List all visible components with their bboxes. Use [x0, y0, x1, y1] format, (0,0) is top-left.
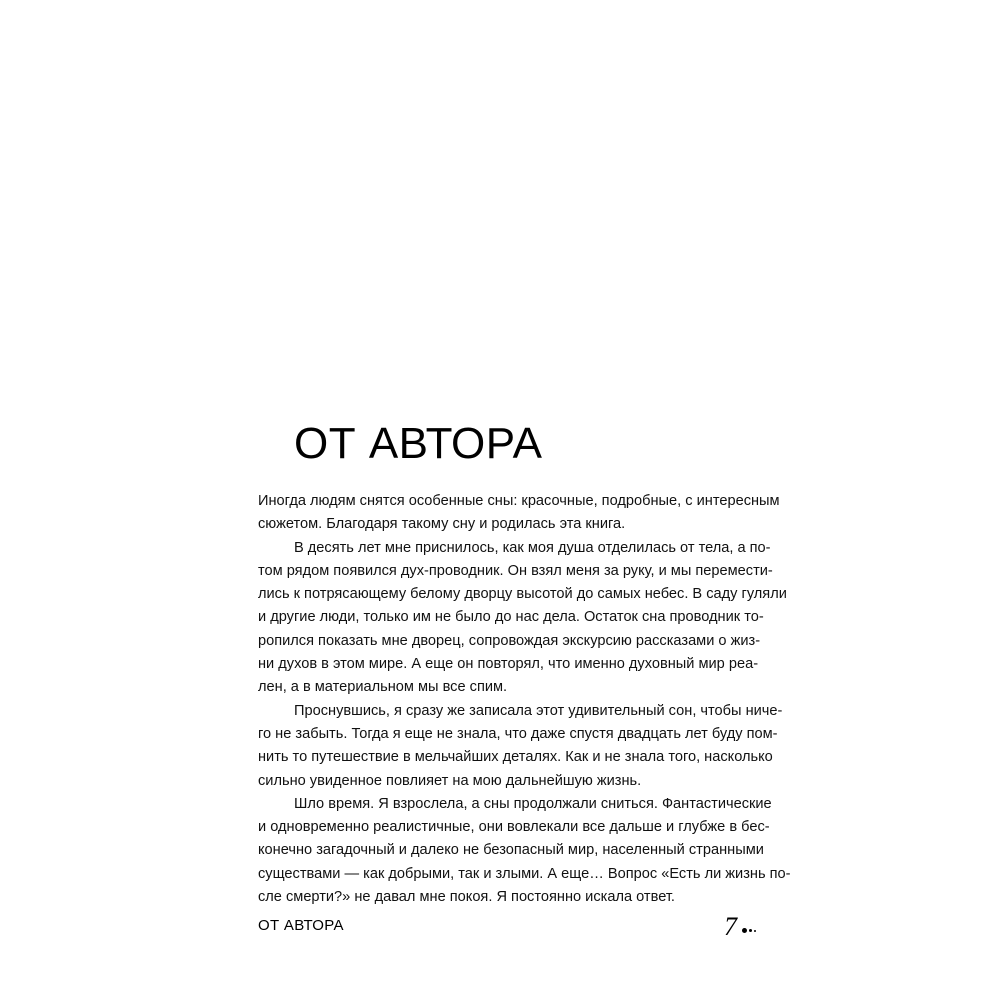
dots-ornament-icon: [742, 928, 760, 934]
text-line: и одновременно реалистичные, они вовлекали все дальше и глубже в бес-: [258, 819, 770, 836]
text-line: том рядом появился дух-проводник. Он взял меня за руку, и мы перемести-: [258, 562, 773, 579]
text-line: и другие люди, только им не было до нас дела. Остаток сна проводник то-: [258, 609, 764, 626]
text-line: сле смерти?» не давал мне покоя. Я постоянно искала ответ.: [258, 889, 675, 906]
text-line: сюжетом. Благодаря такому сну и родилась эта книга.: [258, 516, 626, 533]
text-line: В десять лет мне приснилось, как моя душа отделилась от тела, а по-: [294, 539, 771, 556]
text-line: го не забыть. Тогда я еще не знала, что даже спустя двадцать лет буду пом-: [258, 725, 778, 742]
text-line: существами — как добрыми, так и злыми. А еще… Вопрос «Есть ли жизнь по-: [258, 865, 791, 882]
text-line: лись к потрясающему белому дворцу высотой до самых небес. В саду гуляли: [258, 586, 787, 603]
text-line: Иногда людям снятся особенные сны: красочные, подробные, с интересным: [258, 493, 780, 509]
text-line: лен, а в материальном мы все спим.: [258, 679, 508, 696]
running-head: ОТ АВТОРА: [258, 917, 344, 934]
text-line: ни духов в этом мире. А еще он повторял, что именно духовный мир реа-: [258, 656, 759, 673]
page-number: 7: [724, 912, 737, 941]
text-line: сильно увиденное повлияет на мою дальнейшую жизнь.: [258, 772, 642, 789]
body-text: [258, 490, 791, 909]
text-line: конечно загадочный и далеко не безопасный мир, населенный странными: [258, 842, 764, 859]
chapter-title: ОТ АВТОРА: [294, 419, 543, 468]
text-line: Шло время. Я взрослела, а сны продолжали сниться. Фантастические: [294, 795, 772, 812]
text-line: нить то путешествие в мельчайших деталях. Как и не знала того, насколько: [258, 749, 773, 766]
text-line: ропился показать мне дворец, сопровождая экскурсию рассказами о жиз-: [258, 632, 761, 649]
text-line: Проснувшись, я сразу же записала этот удивительный сон, чтобы ниче-: [294, 702, 783, 719]
